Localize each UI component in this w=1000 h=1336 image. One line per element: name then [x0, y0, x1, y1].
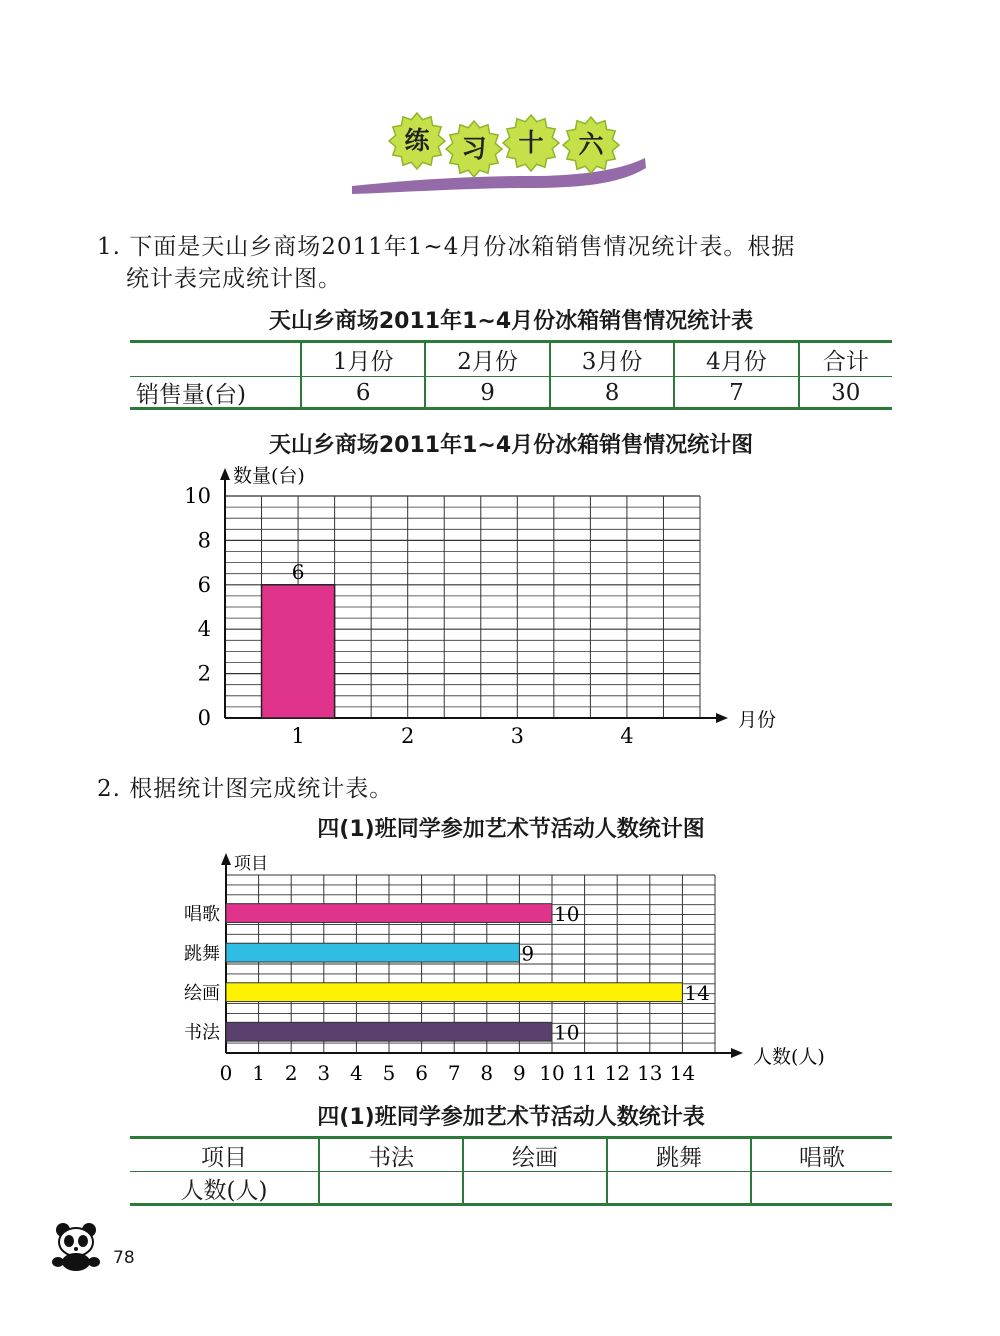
bar-value-label: 6 [291, 559, 305, 584]
x-tick-label: 1 [291, 724, 305, 748]
x-tick-label: 6 [415, 1061, 428, 1085]
q2-answer-cell[interactable] [463, 1172, 607, 1205]
q1-value-cell: 30 [799, 376, 892, 409]
banner-char: 六 [578, 130, 604, 159]
x-tick-label: 14 [669, 1061, 696, 1085]
q1-header-cell: 3月份 [550, 343, 674, 376]
x-tick-label: 9 [513, 1061, 526, 1085]
q2-row-label: 人数(人) [180, 1178, 268, 1204]
q2-header-cell: 项目 [201, 1145, 247, 1171]
banner-char: 习 [461, 134, 487, 163]
y-axis-label: 项目 [234, 854, 268, 874]
q2-answer-cell[interactable] [607, 1172, 751, 1205]
bar-value-label: 9 [521, 941, 535, 966]
bar [226, 1022, 552, 1041]
x-tick-label: 10 [539, 1061, 565, 1085]
x-axis-arrow [716, 713, 728, 723]
q1-header-cell: 4月份 [674, 343, 798, 376]
q1-header-cell: 1月份 [301, 343, 425, 376]
q2-header-cell: 书法 [319, 1139, 463, 1172]
x-tick-label: 4 [350, 1061, 363, 1085]
x-tick-label: 7 [447, 1061, 461, 1085]
y-tick-label: 跳舞 [184, 943, 220, 965]
q2-answer-cell[interactable] [319, 1172, 463, 1205]
x-tick-label: 13 [637, 1061, 663, 1085]
q1-text-line1: 1. 下面是天山乡商场2011年1~4月份冰箱销售情况统计表。根据 [97, 234, 796, 260]
q2-activity-table [130, 1139, 892, 1205]
y-axis-arrow [220, 468, 230, 480]
q1-bar-chart [170, 458, 800, 758]
bar-value-label: 10 [554, 1020, 580, 1045]
y-tick-label: 0 [197, 706, 211, 730]
q1-value-cell: 9 [425, 376, 549, 409]
y-tick-label: 4 [197, 617, 211, 642]
x-tick-label: 8 [480, 1061, 494, 1085]
x-tick-label: 3 [317, 1061, 331, 1085]
y-tick-label: 2 [197, 661, 211, 686]
q1-row-label: 销售量(台) [136, 382, 246, 408]
q1-header-cell: 合计 [799, 343, 892, 376]
x-tick-label: 12 [604, 1061, 630, 1085]
y-axis-label: 数量(台) [233, 465, 305, 487]
x-axis-arrow [731, 1048, 743, 1058]
x-tick-label: 3 [510, 724, 524, 748]
q2-text: 2. 根据统计图完成统计表。 [97, 776, 394, 802]
q1-value-cell: 8 [550, 376, 674, 409]
q1-table-title: 天山乡商场2011年1~4月份冰箱销售情况统计表 [268, 309, 754, 334]
q2-answer-cell[interactable] [751, 1172, 892, 1205]
bar-value-label: 14 [684, 981, 710, 1006]
y-tick-label: 书法 [184, 1022, 220, 1044]
q2-header-cell: 唱歌 [751, 1139, 892, 1172]
bar-value-label: 10 [554, 902, 580, 927]
y-tick-label: 10 [184, 484, 211, 508]
q1-text-line2: 统计表完成统计图。 [126, 266, 342, 292]
page-number: 78 [113, 1248, 135, 1268]
x-tick-label: 0 [219, 1061, 233, 1085]
y-tick-label: 8 [197, 528, 211, 553]
x-tick-label: 4 [620, 724, 634, 748]
q2-header-cell: 绘画 [463, 1139, 607, 1172]
q2-table-title: 四(1)班同学参加艺术节活动人数统计表 [317, 1105, 705, 1130]
banner-char: 十 [518, 128, 544, 157]
bar [226, 904, 552, 923]
q1-value-cell: 7 [674, 376, 798, 409]
banner-char: 练 [404, 126, 430, 155]
q1-header-cell [130, 343, 301, 376]
x-tick-label: 1 [252, 1061, 265, 1085]
y-tick-label: 6 [197, 572, 211, 597]
y-tick-label: 唱歌 [184, 904, 220, 926]
x-axis-label: 人数(人) [753, 1046, 825, 1068]
q1-chart-title: 天山乡商场2011年1~4月份冰箱销售情况统计图 [268, 433, 754, 458]
x-tick-label: 11 [571, 1061, 598, 1085]
bar [226, 983, 682, 1002]
q2-chart-title: 四(1)班同学参加艺术节活动人数统计图 [317, 817, 705, 842]
x-tick-label: 2 [401, 724, 415, 748]
q2-header-cell: 跳舞 [607, 1139, 751, 1172]
bar [226, 943, 519, 962]
y-axis-arrow [221, 853, 231, 865]
bar [262, 585, 335, 718]
q1-header-cell: 2月份 [425, 343, 549, 376]
x-tick-label: 5 [382, 1061, 396, 1085]
q1-sales-table [130, 343, 892, 409]
q1-value-cell: 6 [301, 376, 425, 409]
q2-hbar-chart [160, 845, 860, 1090]
exercise-banner [350, 112, 650, 192]
x-axis-label: 月份 [738, 709, 777, 731]
y-tick-label: 绘画 [184, 983, 220, 1005]
x-tick-label: 2 [284, 1061, 298, 1085]
panda-icon [50, 1220, 106, 1272]
